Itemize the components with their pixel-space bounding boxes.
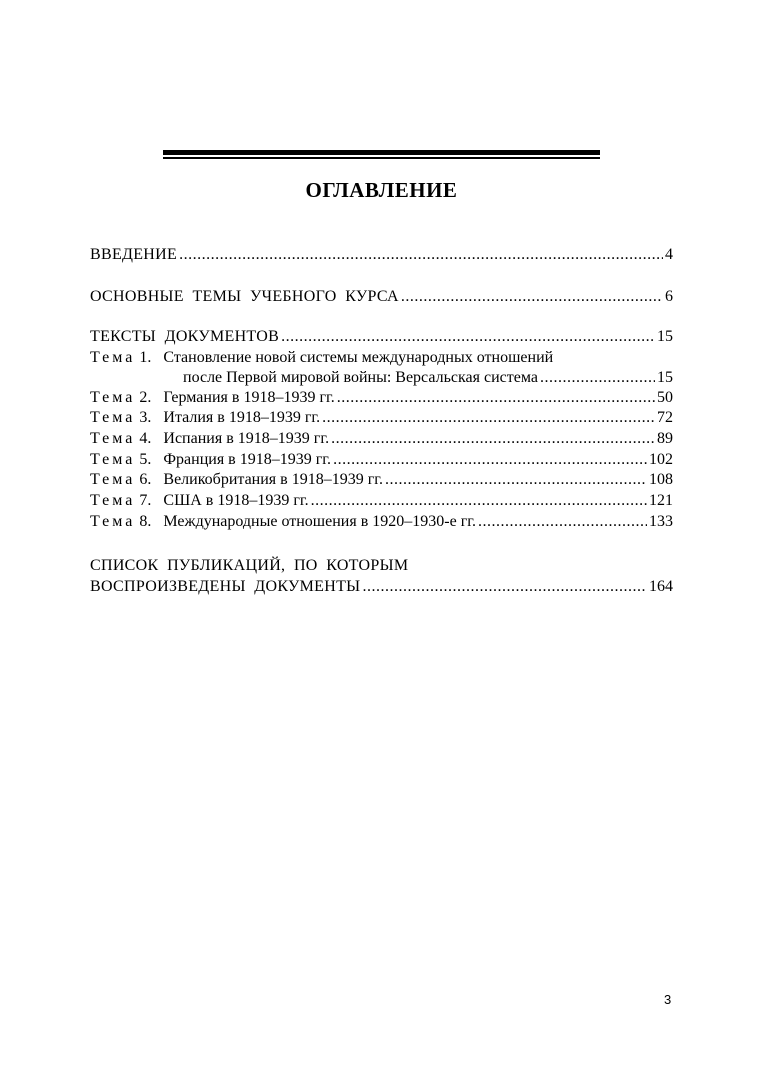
dot-leader bbox=[540, 368, 655, 388]
theme-prefix: Тема bbox=[90, 409, 136, 426]
dot-leader bbox=[281, 327, 655, 347]
toc-entry-page: 72 bbox=[657, 409, 673, 426]
toc-entry-page: 6 bbox=[665, 288, 673, 305]
theme-number: 4. bbox=[139, 430, 152, 447]
dot-leader bbox=[322, 408, 655, 428]
toc-theme-8[interactable] bbox=[90, 512, 673, 532]
toc-entry-label: ВВЕДЕНИЕ bbox=[90, 246, 178, 263]
dot-leader bbox=[385, 470, 647, 490]
toc-entry-main-topics[interactable] bbox=[90, 287, 673, 307]
toc-entry-publications-line2[interactable] bbox=[90, 577, 673, 597]
dot-leader bbox=[362, 577, 647, 597]
toc-entry-page: 121 bbox=[649, 492, 673, 509]
dot-leader bbox=[331, 429, 655, 449]
dot-leader bbox=[337, 388, 655, 408]
theme-title: Международные отношения в 1920–1930-е гг. bbox=[163, 513, 477, 530]
toc-entry-page: 15 bbox=[657, 369, 673, 386]
toc-entry-page: 164 bbox=[649, 578, 673, 595]
theme-number: 1. bbox=[139, 349, 152, 366]
toc-theme-3[interactable] bbox=[90, 408, 673, 428]
theme-title: Италия в 1918–1939 гг. bbox=[163, 409, 321, 426]
toc-entry-publications-line1[interactable]: СПИСОК ПУБЛИКАЦИЙ, ПО КОТОРЫМ bbox=[90, 557, 409, 574]
theme-number: 8. bbox=[139, 513, 152, 530]
dot-leader bbox=[401, 287, 663, 307]
theme-prefix: Тема bbox=[90, 430, 136, 447]
toc-entry-page: 4 bbox=[665, 246, 673, 263]
theme-title: Становление новой системы международных отношений bbox=[163, 349, 554, 366]
theme-prefix: Тема bbox=[90, 451, 136, 468]
toc-entry-introduction[interactable] bbox=[90, 245, 673, 265]
page-number: 3 bbox=[664, 992, 672, 1007]
theme-prefix: Тема bbox=[90, 349, 136, 366]
theme-prefix: Тема bbox=[90, 513, 136, 530]
toc-entry-label: ВОСПРОИЗВЕДЕНЫ ДОКУМЕНТЫ bbox=[90, 578, 361, 595]
theme-prefix: Тема bbox=[90, 492, 136, 509]
toc-entry-page: 102 bbox=[649, 451, 673, 468]
toc-entry-page: 50 bbox=[657, 389, 673, 406]
theme-number: 3. bbox=[139, 409, 152, 426]
theme-title: Франция в 1918–1939 гг. bbox=[163, 451, 332, 468]
dot-leader bbox=[311, 491, 647, 511]
theme-number: 7. bbox=[139, 492, 152, 509]
theme-prefix: Тема bbox=[90, 389, 136, 406]
toc-theme-1-line1[interactable] bbox=[90, 348, 553, 368]
theme-title: Германия в 1918–1939 гг. bbox=[163, 389, 335, 406]
toc-theme-5[interactable] bbox=[90, 450, 673, 470]
theme-title-cont: после Первой мировой войны: Версальская система bbox=[183, 369, 538, 386]
top-rule-thin bbox=[163, 157, 600, 159]
toc-theme-1-line2[interactable] bbox=[90, 368, 673, 388]
toc-entry-page: 89 bbox=[657, 430, 673, 447]
toc-entry-page: 133 bbox=[649, 513, 673, 530]
toc-entry-label: ОСНОВНЫЕ ТЕМЫ УЧЕБНОГО КУРСА bbox=[90, 288, 399, 305]
theme-number: 5. bbox=[139, 451, 152, 468]
top-rule-thick bbox=[163, 150, 600, 155]
toc-entry-page: 15 bbox=[657, 328, 673, 345]
toc-theme-4[interactable] bbox=[90, 429, 673, 449]
theme-prefix: Тема bbox=[90, 471, 136, 488]
toc-theme-7[interactable] bbox=[90, 491, 673, 511]
toc-entry-label: ТЕКСТЫ ДОКУМЕНТОВ bbox=[90, 328, 280, 345]
dot-leader bbox=[478, 512, 647, 532]
page-title: ОГЛАВЛЕНИЕ bbox=[305, 178, 458, 202]
dot-leader bbox=[333, 450, 647, 470]
theme-number: 2. bbox=[139, 389, 152, 406]
theme-title: США в 1918–1939 гг. bbox=[163, 492, 309, 509]
theme-title: Испания в 1918–1939 гг. bbox=[163, 430, 330, 447]
toc-entry-documents[interactable] bbox=[90, 327, 673, 347]
theme-number: 6. bbox=[139, 471, 152, 488]
toc-entry-page: 108 bbox=[649, 471, 673, 488]
toc-theme-6[interactable] bbox=[90, 470, 673, 490]
dot-leader bbox=[179, 245, 663, 265]
toc-theme-2[interactable] bbox=[90, 388, 673, 408]
theme-title: Великобритания в 1918–1939 гг. bbox=[163, 471, 384, 488]
